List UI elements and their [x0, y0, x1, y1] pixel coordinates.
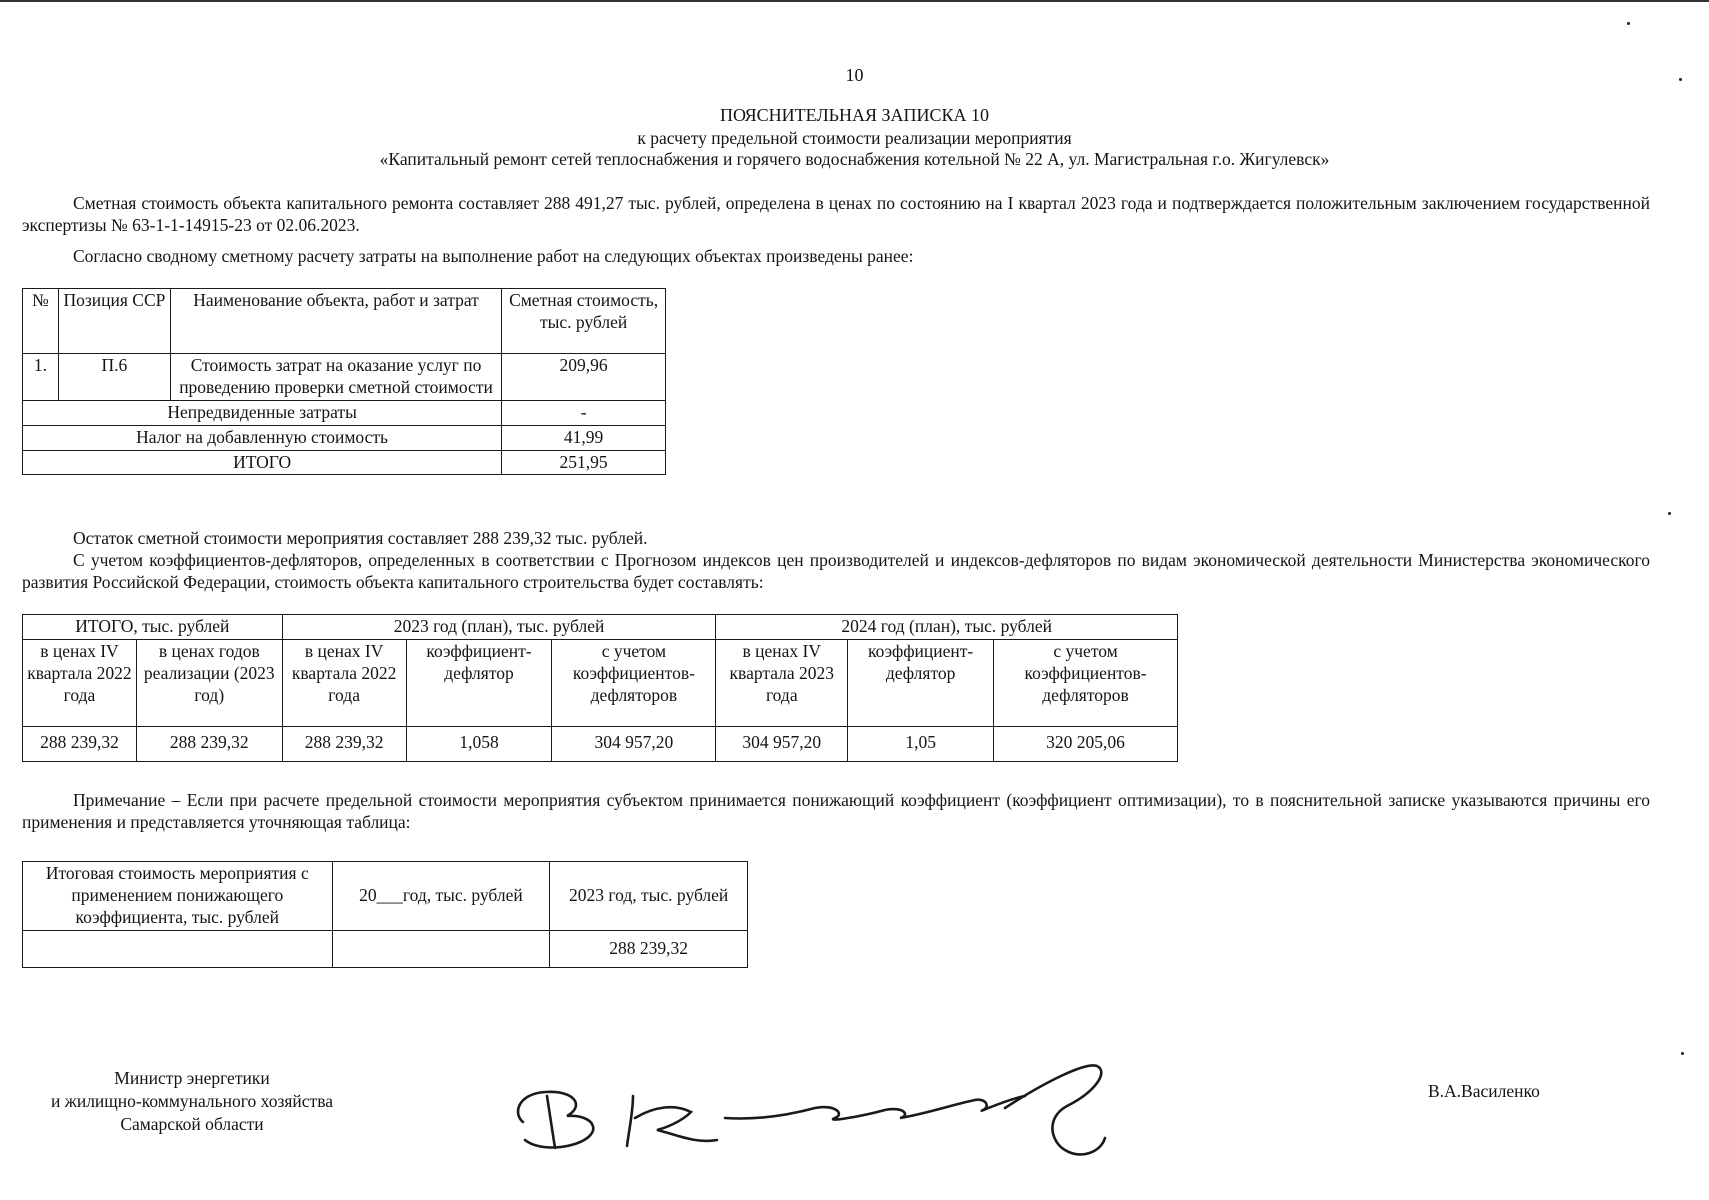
previous-costs-table	[22, 288, 666, 475]
column-header-optimized-cost: Итоговая стоимость мероприятия с применением понижающего коэффициента, тыс. рублей	[23, 862, 333, 931]
scan-artifact	[1681, 1052, 1684, 1055]
column-header-number: №	[23, 289, 59, 354]
table-header-row	[23, 862, 748, 931]
group-header-total: ИТОГО, тыс. рублей	[23, 615, 283, 640]
column-header-position: Позиция ССР	[58, 289, 170, 354]
column-header-2023: 2023 год, тыс. рублей	[550, 862, 748, 931]
row-number: 1.	[23, 354, 59, 401]
sub-header-2023-base: в ценах IV квартала 2022 года	[282, 639, 406, 726]
contingency-row	[23, 400, 666, 425]
vat-row	[23, 425, 666, 450]
value-2023: 288 239,32	[550, 931, 748, 968]
page-number: 10	[845, 65, 864, 85]
value-total-iv-2022: 288 239,32	[23, 726, 137, 761]
row-name: Стоимость затрат на оказание услуг по проведению проверки сметной стоимости	[170, 354, 501, 401]
signatory-name: В.А.Василенко	[1428, 1081, 1540, 1101]
vat-label: Налог на добавленную стоимость	[23, 425, 502, 450]
paragraph-note: Примечание – Если при расчете предельной стоимости мероприятия субъектом принимается понижающий коэффициент (коэффициент оптимизации), то в пояснительной записке указываются причины его применения и представляется уточняющая таблица:	[22, 790, 1650, 832]
row-cost: 209,96	[502, 354, 666, 401]
column-header-year-blank: 20___год, тыс. рублей	[332, 862, 550, 931]
sub-header-2023-deflator: коэффициент-дефлятор	[406, 639, 552, 726]
column-header-name: Наименование объекта, работ и затрат	[170, 289, 501, 354]
signatory-position	[22, 1067, 362, 1135]
paragraph-deflators: С учетом коэффициентов-дефляторов, определенных в соответствии с Прогнозом индексов цен производителей и индексов-дефляторов по видам экономической деятельности Министерства экономического развития Российской Федерации, стоимость объекта капитального строительства будет составлять:	[22, 550, 1650, 592]
value-2023-base: 288 239,32	[282, 726, 406, 761]
group-header-2023: 2023 год (план), тыс. рублей	[282, 615, 716, 640]
handwritten-signature	[505, 1052, 1185, 1162]
scan-top-edge	[0, 0, 1709, 2]
sub-header-total-iv-2022: в ценах IV квартала 2022 года	[23, 639, 137, 726]
sub-header-2024-adjusted: с учетом коэффициентов-дефляторов	[994, 639, 1178, 726]
scan-artifact	[1627, 22, 1630, 25]
document-title: ПОЯСНИТЕЛЬНАЯ ЗАПИСКА 10	[719, 105, 990, 125]
signatory-position-line: и жилищно-коммунального хозяйства	[51, 1090, 333, 1111]
deflator-table	[22, 614, 1178, 762]
table-row	[23, 726, 1178, 761]
total-value: 251,95	[502, 450, 666, 475]
signatory-position-line: Министр энергетики	[114, 1068, 270, 1088]
sub-header-2024-deflator: коэффициент-дефлятор	[848, 639, 994, 726]
paragraph-previous-costs: Согласно сводному сметному расчету затраты на выполнение работ на следующих объектах произведены ранее:	[73, 246, 914, 266]
vat-value: 41,99	[502, 425, 666, 450]
sub-header-2023-adjusted: с учетом коэффициентов-дефляторов	[552, 639, 716, 726]
scan-artifact	[1679, 78, 1682, 81]
table-header-row	[23, 289, 666, 354]
value-2024-adjusted: 320 205,06	[994, 726, 1178, 761]
table-row	[23, 931, 748, 968]
contingency-label: Непредвиденные затраты	[23, 400, 502, 425]
document-subtitle: к расчету предельной стоимости реализации мероприятия	[637, 128, 1072, 148]
value-year-blank	[332, 931, 550, 968]
value-optimized-cost	[23, 931, 333, 968]
group-header-row	[23, 615, 1178, 640]
table-row	[23, 354, 666, 401]
sub-header-row	[23, 639, 1178, 726]
signatory-position-line: Самарской области	[120, 1113, 264, 1134]
value-2024-base: 304 957,20	[716, 726, 848, 761]
contingency-value: -	[502, 400, 666, 425]
scan-artifact	[1668, 512, 1671, 515]
value-total-2023: 288 239,32	[136, 726, 282, 761]
row-position: П.6	[58, 354, 170, 401]
value-2024-deflator: 1,05	[848, 726, 994, 761]
optimization-table	[22, 861, 748, 968]
total-row	[23, 450, 666, 475]
column-header-cost: Сметная стоимость, тыс. рублей	[502, 289, 666, 354]
value-2023-deflator: 1,058	[406, 726, 552, 761]
project-name: «Капитальный ремонт сетей теплоснабжения и горячего водоснабжения котельной № 22 А, ул. Магистральная г.о. Жигулевск»	[379, 149, 1330, 169]
group-header-2024: 2024 год (план), тыс. рублей	[716, 615, 1178, 640]
sub-header-2024-base: в ценах IV квартала 2023 года	[716, 639, 848, 726]
value-2023-adjusted: 304 957,20	[552, 726, 716, 761]
paragraph-remaining-cost: Остаток сметной стоимости мероприятия составляет 288 239,32 тыс. рублей.	[73, 528, 648, 548]
total-label: ИТОГО	[23, 450, 502, 475]
sub-header-total-2023: в ценах годов реализации (2023 год)	[136, 639, 282, 726]
paragraph-estimate: Сметная стоимость объекта капитального ремонта составляет 288 491,27 тыс. рублей, определена в ценах по состоянию на I квартал 2023 года и подтверждается положительным заключением государственной экспертизы № 63-1-1-14915-23 от 02.06.2023.	[22, 193, 1650, 235]
